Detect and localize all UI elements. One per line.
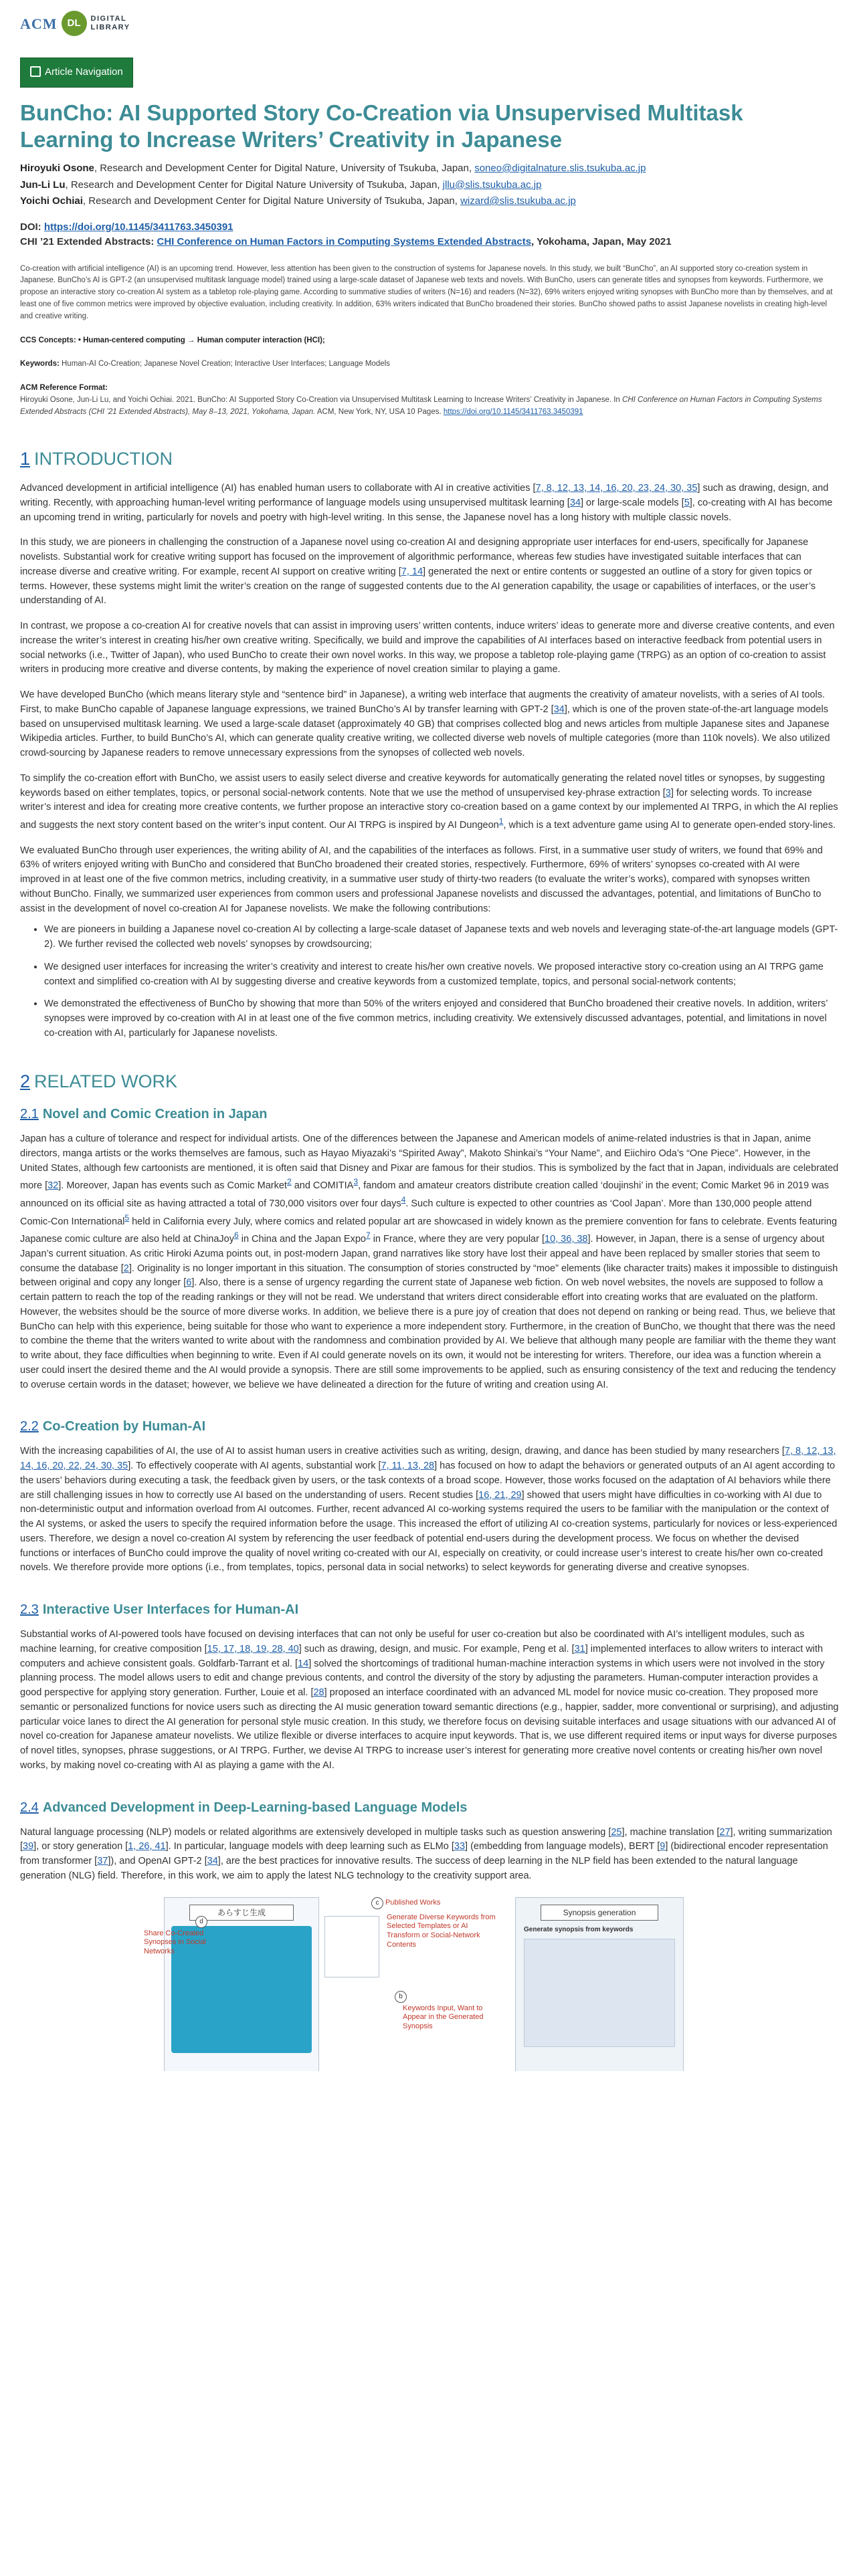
citation-link[interactable]: 5 — [684, 497, 690, 508]
paragraph: Substantial works of AI-powered tools have focused on devising interfaces that can not only be useful for user co-creation but also be coordinated with AI’s intelligent modules, such as machine learning, for creative composition [15, 17, 18, 19, 28, 40] such as drawing, design, and music. For example, Peng et al. [31] implemented interfaces to allow writers to interact with computers and achieve consistent goals. Goldfarb-Tarrant et al. [14] solved the shortcomings of traditional human-machine interaction systems in which users were not involved in the story planning process. The model allows users to edit and change previous contents, and control the diversity of the story by adjusting the parameters. Human-computer interaction provides a good perspective for applying story generation. Further, Louie et al. [28] proposed an interface coordinated with an advanced ML model for novice music co-creation. They proposed more semantic or personalized functions for novice users such as directing the AI music generation toward semantic directions (e.g., happier, sadder, more conventional or surprising), and adjusting particular voice lanes to direct the AI generation for personal style music creation. In this study, we therefore focus on devising suitable interfaces and usage situations with our advanced AI of novel co-creation for Japanese amateur novelists. We utilize flexible or diverse interfaces to acquire input keywords. That is, we use different required items or input ways for diverse purposes of novel titles, synopses, phrase suggestions, or AI TRPG. Further, we devise AI TRPG to increase user’s interest for generating more creative novel contents or creating his/her own novel works, by making novel co-creating with AI as playing a game with the AI. — [20, 1629, 839, 1771]
paragraph: Natural language processing (NLP) models or related algorithms are extensively developed in multiple tasks such as question answering [25], machine translation [27], writing summarization [39], or story generation [1, 26, 41]. In particular, language models with deep learning such as ELMo [33] (embedding from language models), BERT [9] (bidirectional encoder representation from transformer [37]), and OpenAI GPT-2 [34], are the best practices for innovative results. The success of deep learning in the NLP field has been extended to the natural language generation (NLG) field. Therefore, in this work, we aim to apply the latest NLG technology to the creativity support area. — [20, 1826, 832, 1881]
citation-link[interactable]: 15, 17, 18, 19, 28, 40 — [207, 1643, 299, 1654]
section-introduction: 1 INTRODUCTION — [20, 448, 173, 469]
citation-link[interactable]: 25 — [611, 1826, 622, 1838]
contributions-list — [20, 923, 839, 1041]
section-number-link[interactable]: 1 — [20, 448, 31, 469]
author-list — [20, 161, 839, 209]
paragraph: To simplify the co-creation effort with BunCho, we assist users to easily select diverse and creative keywords for automatically generating the related novel titles or synopses, by suggesting keywords based on either templates, topics, or personal social-network contents. Note that we use the method of unsupervised key-phrase extraction [3] for selecting words. To increase writer’s interest and idea for creating more creative contents, we further propose an interactive story co-creation based on a game context by our implemented AI TRPG, in which the AI replies and suggests the next story content based on the writer’s input content. Our AI TRPG is inspired by AI Dungeon$^1$, which is a text adventure game using AI to generate open-ended story-lines. — [20, 772, 838, 831]
logo-dl-badge: DL — [62, 11, 87, 36]
subsection-language-models: 2.4 Advanced Development in Deep-Learning-based Language Models — [20, 1800, 468, 1815]
citation-link[interactable]: 16, 21, 29 — [478, 1489, 522, 1501]
footnote-link[interactable]: 2 — [286, 1177, 292, 1187]
doi-link[interactable]: https://doi.org/10.1145/3411763.3450391 — [43, 221, 233, 233]
figure-callout-share: Share Co-Created Synopses in Social Networks — [144, 1929, 206, 1956]
panel-subtitle: Generate synopsis from keywords — [524, 1925, 634, 1933]
author-email-link[interactable]: wizard@slis.tsukuba.ac.jp — [460, 195, 576, 207]
citation-link[interactable]: 1, 26, 41 — [128, 1841, 166, 1852]
article-title: BunCho: AI Supported Story Co-Creation via Unsupervised Multitask Learning to Increase Writers’ Creativity in Japanese — [20, 100, 743, 152]
section-number-link[interactable]: 2 — [20, 1071, 31, 1091]
citation-link[interactable]: 14 — [298, 1658, 309, 1669]
figure-panel-works — [324, 1916, 379, 1977]
paragraph: In contrast, we propose a co-creation AI for creative novels that can assist in improving users’ written contents, induce writers’ ideas to generate more and diverse creative contents, and even increase the writer’s interest in creating his/her own creative writing. Specifically, we build and improve the capabilities of AI interfaces based on interactive feedback from potential users in social networks (i.e., Twitter of Japan), who used BunCho to create their own novel works. In this way, we propose a tabletop role-playing game (TRPG) as an option of co-creation to assist writers in producing more creative and diverse contents, by making the experience of novel creation similar to playing a game. — [20, 621, 835, 675]
footnote-link[interactable]: 6 — [233, 1230, 239, 1241]
acm-reference-doi-link[interactable]: https://doi.org/10.1145/3411763.3450391 — [443, 407, 583, 416]
footnote-link[interactable]: 7 — [365, 1230, 371, 1241]
paragraph: We evaluated BunCho through user experiences, the writing ability of AI, and the capabilities of the interfaces as follows. First, in a summative user study of writers, we found that 69% and 63% of writers enjoyed writing with BunCho and considered that BunCho broadened their created stories, respectively. Furthermore, 69% of writers’ synopses co-created with AI were improved in at least one of the five common metrics, including creativity, in a summative user study of thirty-two readers (to evaluate the writer’s works), compared with synopses written without BunCho. Finally, we summarized user experiences from common users and professional Japanese novelists and discussed the advantages, potential, and limitations of BunCho to assist in the development of novel co-creation AI for Japanese novelists. We make the following contributions: — [20, 845, 823, 914]
subsection-interactive-ui: 2.3 Interactive User Interfaces for Human-AI — [20, 1602, 299, 1618]
article — [20, 47, 839, 2071]
citation-link[interactable]: 39 — [23, 1841, 34, 1852]
author-3: Yoichi Ochiai, Research and Development Center for Digital Nature University of Tsukuba, Japan, wizard@slis.tsukuba.ac.jp — [20, 195, 576, 207]
citation-link[interactable]: 9 — [660, 1841, 666, 1852]
citation-link[interactable]: 7, 8, 12, 13, 14, 16, 20, 23, 24, 30, 35 — [535, 483, 698, 494]
list-item: • We designed user interfaces for increasing the writer’s creativity and interest to create his/her own creative novels. We proposed interactive story co-creation using an AI TRPG game context and simplified co-creation with AI by suggesting diverse and creative keywords from a customized template, topics, and personal social-network contents; — [44, 960, 839, 990]
citation-link[interactable]: 34 — [569, 497, 581, 508]
citation-link[interactable]: 37 — [97, 1856, 108, 1867]
doi-line: DOI: https://doi.org/10.1145/3411763.3450391 — [20, 221, 233, 233]
figure-callout-keywords-input: Keywords Input, Want to Appear in the Generated Synopsis — [403, 2004, 484, 2031]
conference-link[interactable]: CHI Conference on Human Factors in Computing Systems Extended Abstracts — [157, 236, 532, 247]
citation-link[interactable]: 3 — [665, 787, 671, 798]
citation-link[interactable]: 34 — [553, 704, 565, 715]
author-email-link[interactable]: jllu@slis.tsukuba.ac.jp — [442, 179, 542, 191]
subsection-number-link[interactable]: 2.2 — [20, 1419, 39, 1434]
figure-callout-published: Published Works — [385, 1898, 441, 1907]
article-navigation-button[interactable]: Article Navigation — [20, 58, 133, 88]
citation-link[interactable]: 27 — [719, 1826, 731, 1838]
figure-label-d: d — [195, 1916, 207, 1928]
citation-link[interactable]: 33 — [454, 1841, 466, 1852]
figure-panel-synopsis-jp — [164, 1897, 319, 2071]
citation-link[interactable]: 32 — [47, 1180, 59, 1192]
section-related-work: 2 RELATED WORK — [20, 1071, 178, 1091]
paragraph: Advanced development in artificial intelligence (AI) has enabled human users to collaborate with AI in creative activities [7, 8, 12, 13, 14, 16, 20, 23, 24, 30, 35] such as drawing, design, and writing. Recently, with approaching human-level writing performance of language models using unsupervised multitask learning [34] or large-scale models [5], co-creating with AI has become an upcoming trend in writing, particularly for novels and poetry with high-level writing. In this sense, the Japanese novel has a long history with multiple classic novels. — [20, 483, 833, 523]
citation-link[interactable]: 7, 8, 12, 13, 14, 16, 20, 22, 24, 30, 35 — [20, 1446, 836, 1472]
paragraph: With the increasing capabilities of AI, the use of AI to assist human users in creative activities such as writing, design, drawing, and dance has been studied by many researchers [7, 8, 12, 13, 14, 16, 20, 22, 24, 30, 35]. To effectively cooperate with AI agents, substantial work [7, 11, 13, 28] has focused on how to adapt the behaviors or generated outputs of an AI agent according to the users’ behaviors during executing a task, the feedback given by users, or the task contexts of a broad scope. However, those works focused on the adaptation of AI behaviors while there are still challenging issues in how to correctly use AI based on the understanding of users. Recent studies [16, 21, 29] showed that users might have difficulties in co-working with AI due to non-deterministic output and information overload from AI outcomes. Further, recent advanced AI co-working systems required the users to be familiar with the manipulation or the context of the AI systems, or asked the users to specify the required information before the usage. This increased the effort of utilizing AI co-creation systems, particularly for novices or less-experienced users. Therefore, we design a novel co-creation AI system by referencing the user feedback of potential end-users during the development process. We focus on whether the devised functions or interfaces of BunCho could improve the quality of novel writing co-created with our AI, especially on creativity, or could increase user’s interest to create his/her own co-created novels. We therefore provide more options (i.e., from templates, topics, personal data in social networks) to select keywords for generating diverse and creative synopses. — [20, 1446, 838, 1574]
subsection-co-creation: 2.2 Co-Creation by Human-AI — [20, 1419, 206, 1434]
conference-line: CHI ’21 Extended Abstracts: CHI Conference on Human Factors in Computing Systems Extended Abstracts, Yokohama, Japan, May 2021 — [20, 236, 672, 247]
panel-title: あらすじ生成 — [189, 1905, 294, 1921]
citation-link[interactable]: 2 — [123, 1263, 129, 1274]
citation-link[interactable]: 10, 36, 38 — [545, 1234, 588, 1245]
figure-label-c: c — [371, 1897, 383, 1909]
acm-dl-logo[interactable] — [20, 11, 130, 36]
footnote-link[interactable]: 3 — [353, 1177, 359, 1187]
footnote-link[interactable]: 1 — [498, 817, 504, 827]
keywords: Keywords: Human-AI Co-Creation; Japanese Novel Creation; Interactive User Interfaces; Language Models — [20, 360, 390, 368]
site-header — [0, 0, 859, 47]
logo-library-text: DIGITAL LIBRARY — [90, 15, 130, 31]
citation-link[interactable]: 7, 14 — [401, 566, 423, 577]
citation-link[interactable]: 6 — [186, 1277, 192, 1289]
abstract: Co-creation with artificial intelligence (AI) is an upcoming trend. However, less attention has been given to the construction of systems for Japanese novels. In this study, we built “BunCho”, an AI supported story co-creation system in Japanese. BunCho’s AI is GPT-2 (an unsupervised multitask language model) trained using a large-scale dataset of Japanese web texts and novels. With BunCho, users can generate titles and synopses from keywords. Furthermore, we propose an interactive story co-creation AI system as a tabletop role-playing game. According to summative studies of writers (N=16) and readers (N=32), 69% writers enjoyed writing synopses with BunCho more than by themselves, and at least one of five common metrics were improved by objective evaluation, including creativity. In addition, 63% writers indicated that BunCho broadened their stories. BunCho showed paths to assist Japanese novelists in creating high-level and creative writing. — [20, 264, 833, 320]
logo-acm: ACM — [20, 15, 58, 32]
citation-link[interactable]: 7, 11, 13, 28 — [381, 1461, 435, 1472]
author-2: Jun-Li Lu, Research and Development Center for Digital Nature University of Tsukuba, Japan, jllu@slis.tsukuba.ac.jp — [20, 179, 542, 191]
author-1: Hiroyuki Osone, Research and Development Center for Digital Nature, University of Tsukuba, Japan, soneo@digitalnature.slis.tsukuba.ac.jp — [20, 163, 646, 174]
paragraph: In this study, we are pioneers in challenging the construction of a Japanese novel using co-creation AI and designing appropriate user interfaces for end-users, specifically for Japanese novelists. Substantial work for creative writing support has focused on the improvement of algorithmic performance, whereas few studies have investigated suitable interfaces that can increase diverse and creative writing. For example, recent AI support on creative writing [7, 14] generated the next or entire contents or suggested an outline of a story for given topics or terms. However, these systems might limit the writer’s creation on the range of suggested contents due to the AI generation capability, the usage or capabilities of interfaces, or the user’s understanding of AI. — [20, 537, 816, 607]
book-icon — [30, 66, 41, 77]
subsection-number-link[interactable]: 2.1 — [20, 1107, 39, 1122]
author-email-link[interactable]: soneo@digitalnature.slis.tsukuba.ac.jp — [474, 163, 646, 174]
figure-buncho-interface — [20, 1897, 839, 2071]
paragraph: Japan has a culture of tolerance and respect for individual artists. One of the differences between the Japanese and American models of anime-related industries is that in Japan, anime directors, manga artists or the works themselves are famous, such as Hayao Miyazaki’s “Spirited Away”, Makoto Shinkai’s “Your Name”, and Eiichiro Oda’s “One Piece”. However, in the United States, although few cartoonists are mentioned, it is often said that Disney and Pixar are famous for their studios. This is symbolized by the fact that in Japan, individuals are celebrated more [32]. Moreover, Japan has events such as Comic Market$^2$ and COMITIA$^3$, fandom and amateur creators distribute creation called ‘doujinshi’ in the event; Comic Market 96 in 2019 was announced on its official site as having attracted a total of 730,000 visitors over four days$^4$. Such culture is expected to other countries as ‘Cool Japan’. More than 130,000 people attend Comic-Con International$^5$ held in California every July, where comics and related popular art are showcased in widely known as the premiere convention for fans to celebrate. Events featuring Japanese comic culture are also held at ChinaJoy$^6$ in China and the Japan Expo$^7$ in France, where they are very popular [10, 36, 38]. However, in Japan, there is a sense of urgency about Japan’s current situation. As critic Hiroki Azuma points out, in post-modern Japan, grand narratives like story have lost their appeal and have been replaced by smaller stories that seem to consume the database [2]. Originality is no longer important in this situation. The consumption of stories constructed by “moe” elements (like character traits) makes it impossible to distinguish between original and copy any longer [6]. Also, there is a sense of urgency regarding the current state of Japanese web fiction. On web novel websites, the novels are supposed to follow a certain pattern to reach the top of the reading rankings or they will not be read. We understand that writers direct considerable effort into creating works that are evaluated on the platform. However, the websites should be the source of more diverse works. In addition, we believe there is a pure joy of creation that does not depend on ranking or being read. Thus, we believe that BunCho can help with this experience, being suitable for those who want to experience a more independent story. Furthermore, in the creation of BunCho, we thought that there was the need to combine the theme that the writers wanted to write about with the randomness and combination provided by AI. We believe that although many people are familiar with the theme they want to write about, they face difficulties when beginning to write. Even if AI could generate novels on its own, it would not be interesting for writers. Therefore, our idea was a function wherein a user could insert the desired theme and the AI would provide a synopsis. There are still some improvements to be applied, such as ensuring consistency of the text and reducing the tendency to overuse certain words in the dataset; however, we believe we have delineated a direction for the future of writing and creation using AI. — [20, 1134, 839, 1390]
list-item: • We are pioneers in building a Japanese novel co-creation AI by collecting a large-scale dataset of Japanese texts and web novels and leveraging state-of-the-art language models (GPT-2). We further revised the collected web novels’ synopses by crowdsourcing; — [44, 923, 839, 952]
subsection-novel-comic: 2.1 Novel and Comic Creation in Japan — [20, 1107, 268, 1122]
panel-title: Synopsis generation — [541, 1905, 658, 1921]
figure-callout-generate-keywords: Generate Diverse Keywords from Selected Templates or AI Transform or Social-Network Contents — [387, 1913, 496, 1949]
list-item: • We demonstrated the effectiveness of BunCho by showing that more than 50% of the writers enjoyed and considered that BunCho broadened their creative novels. In addition, writers’ synopses were improved by co-creation with AI in at least one of the five common metrics, including creativity. We extensively discussed advantages, potential, and limitations in novel co-creation with AI, particularly for Japanese novelists. — [44, 997, 839, 1041]
ccs-concepts: CCS Concepts: • Human-centered computing → Human computer interaction (HCI); — [20, 336, 325, 344]
figure-label-b: b — [395, 1991, 407, 2003]
footnote-link[interactable]: 5 — [124, 1212, 130, 1222]
figure-panel-synopsis-en — [515, 1897, 684, 2071]
citation-link[interactable]: 31 — [574, 1643, 585, 1654]
paragraph: We have developed BunCho (which means literary style and “sentence bird” in Japanese), a writing web interface that augments the creativity of amateur novelists, with a series of AI tools. First, to make BunCho capable of Japanese language expressions, we trained BunCho’s AI by transfer learning with GPT-2 [34], which is one of the proven state-of-the-art language models based on unsupervised multitask learning. We used a large-scale dataset (approximately 40 GB) that comprises collected blog and news articles from multiple Japanese sites and Japanese Wikipedia articles. Further, to build BunCho’s AI, which can generate quality creative writing, we collected diverse web novels of multiple categories (more than 110k novels). We also utilized crowd-sourcing by Japanese readers to remove unnecessary expressions from the synopses of collected web novels. — [20, 689, 830, 759]
panel-content-area — [524, 1939, 675, 2047]
footnote-link[interactable]: 4 — [401, 1195, 406, 1205]
acm-reference: ACM Reference Format: Hiroyuki Osone, Jun-Li Lu, and Yoichi Ochiai. 2021. BunCho: AI Supported Story Co-Creation via Unsupervised Multitask Learning to Increase Writers’ Creativity in Japanese. In CHI Conference on Human Factors in Computing Systems Extended Abstracts (CHI ’21 Extended Abstracts), May 8–13, 2021, Yokohama, Japan. ACM, New York, NY, USA 10 Pages. https://doi.org/10.1145/3411763.3450391 — [20, 384, 822, 416]
subsection-number-link[interactable]: 2.4 — [20, 1800, 39, 1815]
subsection-number-link[interactable]: 2.3 — [20, 1602, 39, 1618]
citation-link[interactable]: 34 — [207, 1856, 218, 1867]
citation-link[interactable]: 28 — [313, 1687, 324, 1699]
